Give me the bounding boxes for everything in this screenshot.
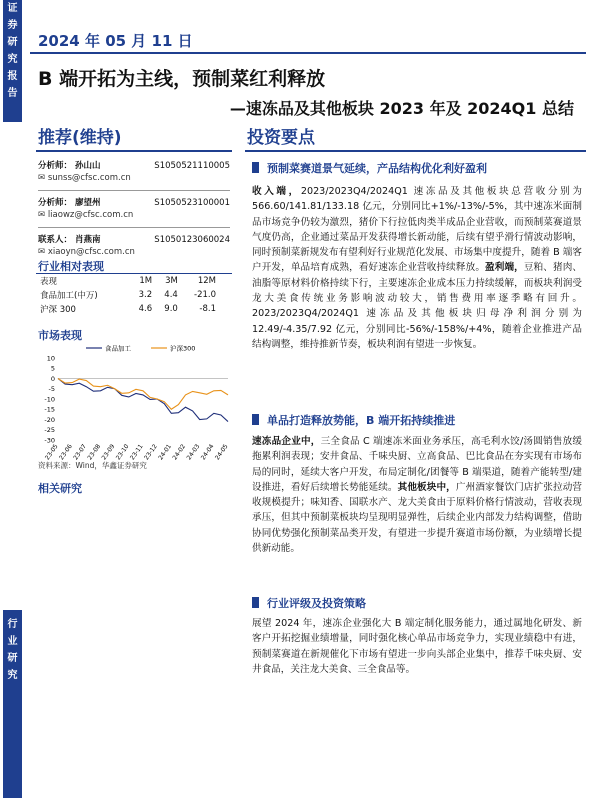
perf-row (38, 288, 218, 302)
report-category-tag (3, 610, 22, 798)
analyst-row (38, 160, 230, 172)
perf-cell: 3.2 (138, 290, 153, 300)
perf-header: 12M (197, 276, 216, 286)
series-line (58, 379, 228, 422)
perf-cell: -21.0 (194, 290, 216, 300)
section-heading-text: 行业评级及投资策略 (267, 597, 366, 610)
chart-source: 资料来源：Wind，华鑫证券研究 (38, 461, 147, 470)
analyst-row (38, 197, 230, 209)
analyst-name: 分析师： 廖望州 (38, 198, 101, 208)
relative-performance-title: 行业相对表现 (38, 260, 104, 273)
right-section-rule (245, 150, 586, 152)
related-research-title: 相关研究 (38, 482, 82, 495)
x-tick-label: 23-07 (72, 443, 88, 462)
section-heading-text: 预制菜赛道景气延续，产品结构优化利好盈利 (267, 162, 487, 175)
x-tick-label: 24-01 (157, 443, 173, 462)
section-body: 收入端，2023/2023Q4/2024Q1 速冻品及其他板块总营收分别为 566.60/141.81/133.18 亿元，分别同比+1%/-13%/-5%，其中速冻米面制品市场竞争仍较为激烈，猪价下行拉低肉类半成品企业营收，而预制菜赛道景气度仍高，企业通过菜品开发获得增长新动能，后续有望乎滑行情波动影响，同时预制菜新规发布有望利好行业规范化发展、市场集中度提升，随着 B 端客户开发，单品培育成熟，看好速冻企业营收持续释放。盈利端，豆粕、猪肉、油脂等原材料价格持续下行，主要速冻企业成本压力持续缓解，而板块利润受龙大美食传统业务影响波动较大，销售费用率逐季略有回升。2023/2023Q4/2024Q1 速冻品及其他板块归母净利润分别为 12.49/-4.35/7.92 亿元，分别同比-56%/-158%/+4%，随着企业推进产品结构调整，维持推新节奏，板块利润有望进一步恢复。 (252, 186, 583, 350)
x-tick-label: 24-02 (171, 443, 188, 462)
analyst-email[interactable]: ✉ liaowz@cfsc.com.cn (38, 210, 134, 220)
analyst-row (38, 234, 230, 246)
report-type-tag (3, 0, 22, 122)
report-type-char: 告 (7, 88, 18, 99)
y-tick-label: 0 (50, 374, 55, 383)
perf-cell: 4.4 (164, 290, 178, 300)
x-tick-label: 23-11 (128, 443, 145, 462)
perf-header: 1M (139, 276, 153, 286)
report-category-char: 研 (7, 653, 18, 664)
bullet-square-icon (252, 414, 259, 425)
x-tick-label: 23-06 (58, 443, 74, 462)
perf-cell: 4.6 (138, 304, 153, 314)
left-section-rule (36, 150, 232, 152)
y-tick-label: -30 (44, 436, 55, 445)
section-body: 展望 2024 年，速冻企业强化大 B 端定制化服务能力，通过属地化研发、新客户开拓挖掘业绩增量，同时强化核心单品市场竞争力，实现业绩稳中有进，预制菜赛道在新规催化下市场有望进一步向头部企业集中，推荐千味央厨、安井食品，关注龙大美食、三全食品等。 (252, 618, 582, 675)
report-title: B 端开拓为主线，预制菜红利释放 (38, 68, 326, 90)
section-heading-text: 单品打造释放势能，B 端开拓持续推进 (267, 414, 456, 427)
y-tick-label: -25 (44, 426, 55, 435)
bullet-square-icon (252, 162, 259, 173)
y-tick-label: -15 (44, 405, 55, 414)
x-tick-label: 24-05 (213, 443, 230, 462)
report-category-char: 究 (7, 670, 18, 681)
perf-cell: -8.1 (199, 304, 216, 314)
header-divider (30, 52, 586, 54)
analyst-cert: S1050123060024 (154, 235, 230, 245)
bullet-square-icon (252, 597, 259, 608)
relative-performance-table (38, 274, 218, 316)
x-tick-label: 23-05 (43, 443, 60, 462)
report-date: 2024 年 05 月 11 日 (38, 32, 193, 50)
x-tick-label: 23-10 (114, 443, 131, 462)
report-category-char: 行 (7, 619, 18, 630)
analyst-cert: S1050523100001 (154, 198, 230, 208)
report-type-char: 报 (7, 71, 18, 82)
perf-header: 3M (165, 276, 178, 286)
analyst-separator (38, 190, 230, 191)
perf-cell: 食品加工(中万) (40, 291, 98, 301)
x-tick-label: 24-04 (199, 443, 216, 462)
section-heading (252, 412, 455, 428)
analyst-separator (38, 227, 230, 228)
y-tick-label: 10 (46, 354, 55, 363)
series-line (58, 379, 228, 410)
x-tick-label: 23-12 (143, 443, 159, 462)
analyst-name: 分析师： 孙山山 (38, 161, 101, 171)
y-tick-label: -5 (48, 385, 55, 394)
legend-label: 沪深300 (170, 344, 196, 353)
analyst-list (38, 160, 230, 264)
x-tick-label: 24-03 (185, 443, 202, 462)
analyst-email[interactable]: ✉ xiaoyn@cfsc.com.cn (38, 247, 135, 257)
x-tick-label: 23-08 (86, 443, 103, 462)
y-tick-label: 5 (50, 364, 55, 373)
report-type-char: 券 (7, 20, 18, 31)
investment-highlights-title: 投资要点 (247, 128, 315, 148)
report-subtitle: —速冻品及其他板块 2023 年及 2024Q1 总结 (229, 99, 574, 118)
perf-cell: 沪深 300 (40, 305, 76, 315)
section-heading (252, 595, 366, 611)
perf-cell: 9.0 (164, 304, 178, 314)
market-performance-chart (36, 340, 232, 470)
section-body: 速冻品企业中，三全食品 C 端速冻米面业务承压，高毛利水饺/汤圆销售放缓拖累利润表现；安井食品、千味央厨、立高食品、巴比食品在夯实现有市场布局的同时，延续大客户开发，布局定制化/团餐等 B 端渠道，随着产能转型/建设推进，看好后续增长势能延续。其他板块中，广州酒家餐饮门店扩张拉动营收规模提升；味知香、国联水产、龙大美食由于原料价格行情波动，营收表现承压，但其中预制菜板块均呈现明显弹性，后续企业内部发力结构调整，借助协同优势强化预制菜品类开发，有望进一步提升赛道市场份额，为业绩增长提供新动能。 (252, 436, 583, 555)
report-type-char: 研 (7, 37, 18, 48)
analyst-email[interactable]: ✉ sunss@cfsc.com.cn (38, 173, 131, 183)
market-performance-title: 市场表现 (38, 329, 82, 342)
y-tick-label: -20 (44, 415, 55, 424)
section-heading (252, 160, 487, 176)
analyst-cert: S1050521110005 (154, 161, 230, 171)
perf-header: 表现 (40, 277, 58, 287)
analyst-name: 联系人： 肖燕南 (38, 235, 101, 245)
x-tick-label: 23-09 (100, 443, 117, 462)
report-type-char: 证 (7, 3, 18, 14)
report-category-char: 业 (7, 636, 18, 647)
rating-title: 推荐(维持) (38, 128, 122, 148)
y-tick-label: -10 (44, 395, 55, 404)
legend-label: 食品加工 (105, 344, 131, 353)
perf-row (38, 302, 218, 316)
report-type-char: 究 (7, 54, 18, 65)
